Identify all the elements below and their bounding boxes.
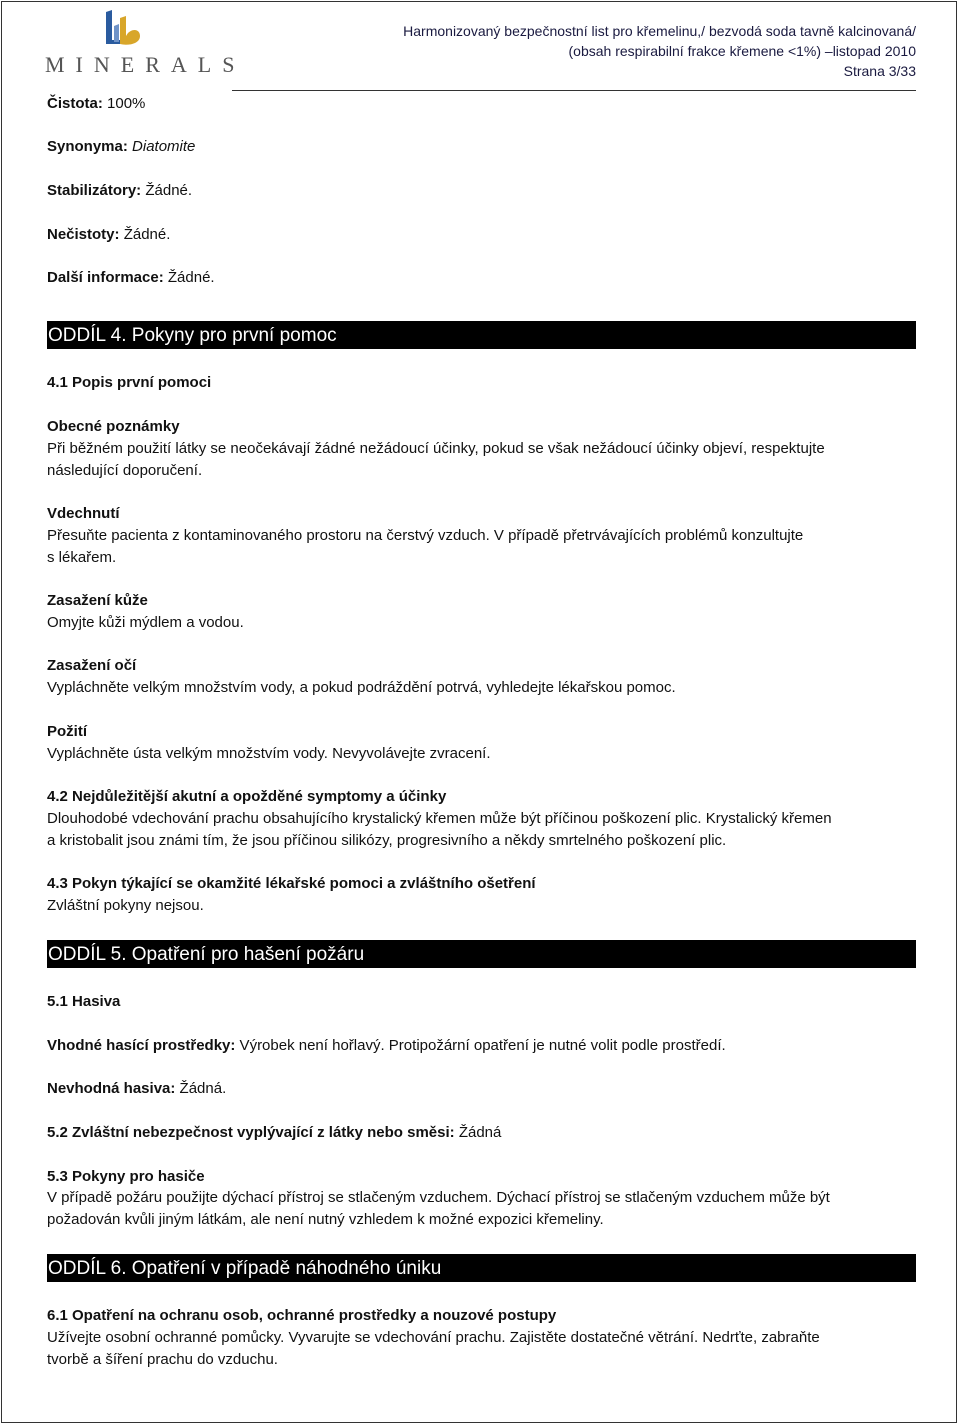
- header-title-line-1: Harmonizovaný bezpečnostní list pro křemelinu,/ bezvodá soda tavně kalcinovaná/: [403, 23, 916, 39]
- subsection-4-2-text-2: a kristobalit jsou známi tím, že jsou příčinou silikózy, progresivního a někdy smrtelného poškození plic.: [47, 832, 727, 849]
- company-logo: [20, 6, 246, 77]
- subsection-5-3-text-2: požadován kvůli jiným látkám, ale není nutný vzhledem k možné expozici křemeliny.: [47, 1211, 604, 1228]
- logo-mark-icon: [20, 6, 230, 56]
- header-title-line-2: (obsah respirabilní frakce křemene <1%) –listopad 2010: [568, 43, 916, 59]
- other-info-row: [47, 267, 917, 289]
- skin-contact-text: Omyjte kůži mýdlem a vodou.: [47, 614, 244, 631]
- section-5-heading: ODDÍL 5. Opatření pro hašení požáru: [47, 940, 916, 968]
- subsection-5-1-title: 5.1 Hasiva: [47, 993, 121, 1010]
- general-notes-title: Obecné poznámky: [47, 418, 180, 435]
- synonym-label: Synonyma:: [47, 138, 128, 155]
- stabilizers-label: Stabilizátory:: [47, 182, 142, 199]
- subsection-6-1-text-1: Užívejte osobní ochranné pomůcky. Vyvarujte se vdechování prachu. Zajistěte dostatečné větrání. Nedrťte, zabraňte: [47, 1329, 820, 1346]
- subsection-4-3-text: Zvláštní pokyny nejsou.: [47, 897, 204, 914]
- eye-contact-title: Zasažení očí: [47, 657, 137, 674]
- inhalation-text-1: Přesuňte pacienta z kontaminovaného prostoru na čerstvý vzduch. V případě přetrvávajících problémů konzultujte: [47, 527, 804, 544]
- impurities-row: [47, 224, 917, 246]
- unsuitable-media-label: Nevhodná hasiva:: [47, 1080, 176, 1097]
- subsection-5-2-value: Žádná: [454, 1124, 502, 1141]
- page-number: Strana 3/33: [843, 63, 916, 79]
- impurities-value: Žádné.: [119, 226, 171, 243]
- stabilizers-row: [47, 180, 917, 202]
- synonym-value: Diatomite: [127, 138, 196, 155]
- other-info-value: Žádné.: [163, 269, 215, 286]
- inhalation-text-2: s lékařem.: [47, 549, 117, 566]
- header-divider: [232, 90, 916, 91]
- general-notes-text-1: Při běžném použití látky se neočekávají žádné nežádoucí účinky, pokud se však nežádoucí účinky objeví, respektujte: [47, 440, 825, 457]
- suitable-media-label: Vhodné hasící prostředky:: [47, 1037, 236, 1054]
- impurities-label: Nečistoty:: [47, 226, 120, 243]
- skin-contact-title: Zasažení kůže: [47, 592, 148, 609]
- subsection-5-2-label: 5.2 Zvláštní nebezpečnost vyplývající z látky nebo směsi:: [47, 1124, 455, 1141]
- suitable-media-row: [47, 1035, 917, 1057]
- subsection-4-1-title: 4.1 Popis první pomoci: [47, 374, 212, 391]
- ingestion-title: Požití: [47, 723, 87, 740]
- subsection-5-2-row: [47, 1122, 917, 1144]
- purity-value: 100%: [102, 95, 146, 112]
- subsection-5-3-title: 5.3 Pokyny pro hasiče: [47, 1168, 205, 1185]
- general-notes-text-2: následující doporučení.: [47, 462, 203, 479]
- subsection-6-1-title: 6.1 Opatření na ochranu osob, ochranné prostředky a nouzové postupy: [47, 1307, 557, 1324]
- synonym-row: [47, 136, 917, 158]
- subsection-4-2-title: 4.2 Nejdůležitější akutní a opožděné symptomy a účinky: [47, 788, 447, 805]
- purity-label: Čistota:: [47, 95, 103, 112]
- other-info-label: Další informace:: [47, 269, 164, 286]
- inhalation-title: Vdechnutí: [47, 505, 120, 522]
- subsection-4-2-text-1: Dlouhodobé vdechování prachu obsahujícího krystalický křemen může být příčinou poškození plic. Krystalický křemen: [47, 810, 832, 827]
- unsuitable-media-row: [47, 1078, 917, 1100]
- subsection-6-1-text-2: tvorbě a šíření prachu do vzduchu.: [47, 1351, 278, 1368]
- suitable-media-value: Výrobek není hořlavý. Protipožární opatření je nutné volit podle prostředí.: [235, 1037, 726, 1054]
- section-6-heading: ODDÍL 6. Opatření v případě náhodného úniku: [47, 1254, 916, 1282]
- stabilizers-value: Žádné.: [141, 182, 193, 199]
- logo-text: MINERALS: [45, 52, 246, 77]
- subsection-4-3-title: 4.3 Pokyn týkající se okamžité lékařské pomoci a zvláštního ošetření: [47, 875, 536, 892]
- document-header: [403, 21, 916, 81]
- purity-row: [47, 93, 917, 115]
- subsection-5-3-text-1: V případě požáru použijte dýchací přístroj se stlačeným vzduchem. Dýchací přístroj se stlačeným vzduchem může být: [47, 1189, 830, 1206]
- unsuitable-media-value: Žádná.: [175, 1080, 227, 1097]
- ingestion-text: Vypláchněte ústa velkým množstvím vody. Nevyvolávejte zvracení.: [47, 745, 491, 762]
- section-4-heading: ODDÍL 4. Pokyny pro první pomoc: [47, 321, 916, 349]
- eye-contact-text: Vypláchněte velkým množstvím vody, a pokud podráždění potrvá, vyhledejte lékařskou pomoc.: [47, 679, 676, 696]
